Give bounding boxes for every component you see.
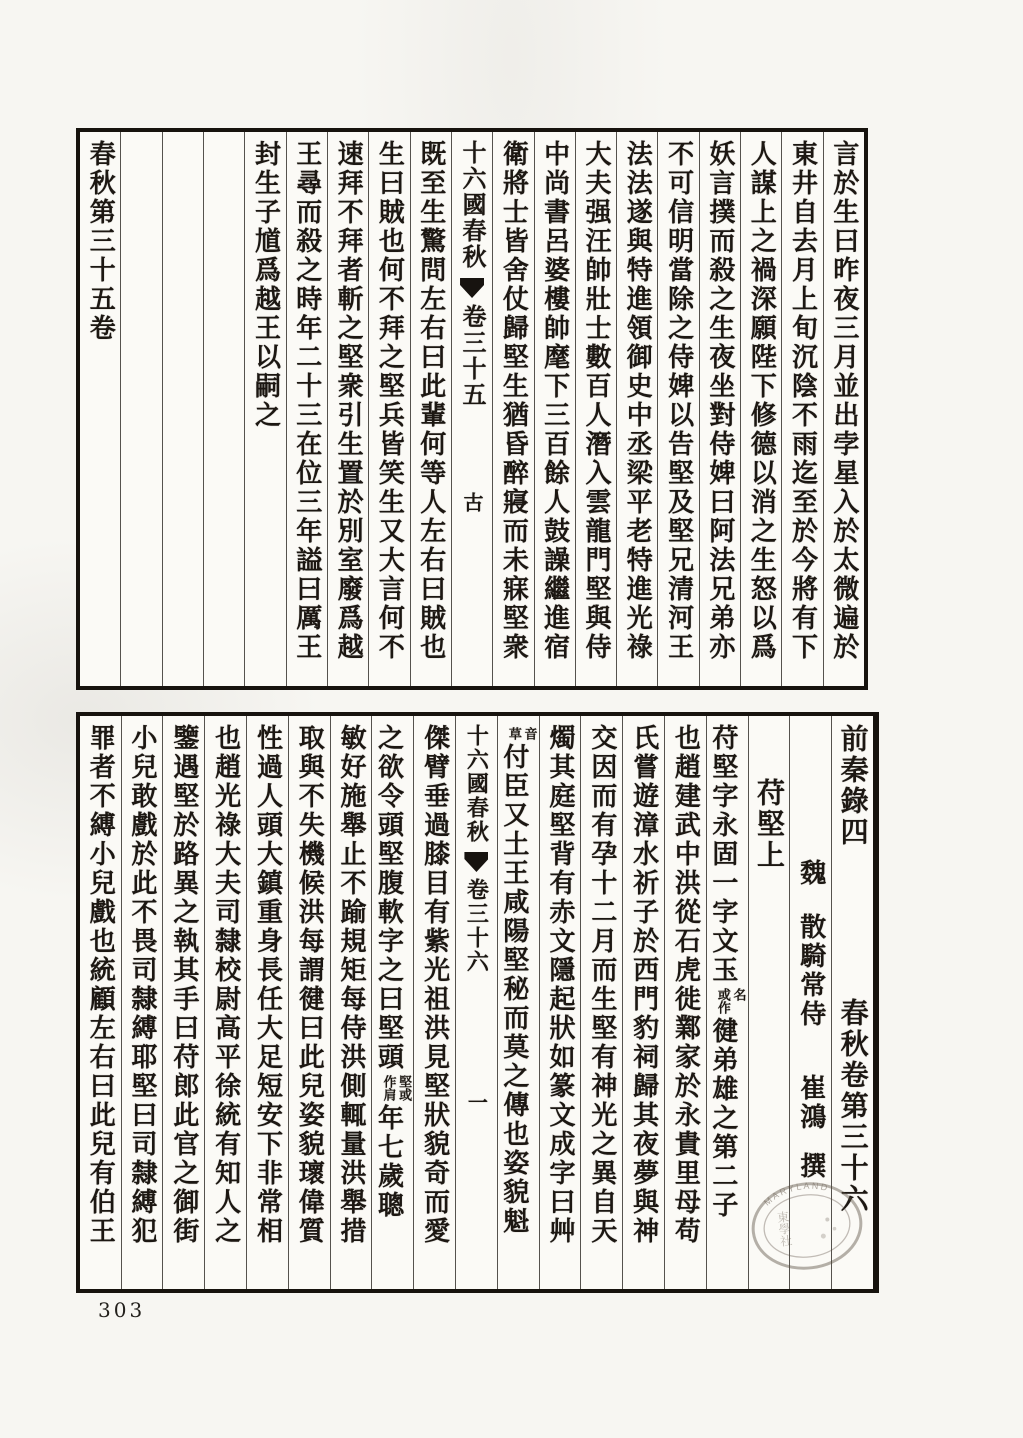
author-dynasty: 魏 <box>795 859 826 888</box>
interlinear-note <box>506 727 535 740</box>
column-text: 不可信明當除之侍婢以告堅及堅兄清河王 <box>663 140 694 662</box>
empty-column <box>162 132 203 686</box>
section-header-column <box>831 716 873 1289</box>
column-text: 大夫强汪帥壯士數百人潛入雲龍門堅與侍 <box>580 140 611 662</box>
text-column <box>121 716 163 1289</box>
text-column <box>80 716 121 1289</box>
chapter-end-column <box>80 132 120 686</box>
column-text: 敏好施舉止不踰規矩每侍洪側輒量洪舉措 <box>336 724 367 1246</box>
text-column <box>497 716 539 1289</box>
section-header-text <box>836 716 870 1289</box>
text-column <box>616 132 657 686</box>
note-right: 音 <box>521 727 537 740</box>
column-text: 中尚書呂婆樓帥麾下三百餘人鼓譟繼進宿 <box>539 140 570 662</box>
text-column <box>162 716 204 1289</box>
page-number: 303 <box>98 1298 146 1322</box>
column-text: 既至生驚問左右曰此輩何等人左右曰賊也 <box>415 140 446 662</box>
work-title: 十六國春秋 <box>463 724 490 844</box>
text-column <box>246 716 288 1289</box>
column-text: 人謀上之禍深願陛下修德以消之生怒以爲 <box>746 140 777 662</box>
empty-column <box>120 132 161 686</box>
text-column <box>330 716 372 1289</box>
column-text: 罪者不縛小兒戲也統顧左右曰此兒有伯王 <box>85 724 116 1246</box>
column-text: 法法遂與特進領御史中丞梁平老特進光祿 <box>622 140 653 662</box>
text-column <box>534 132 575 686</box>
column-text: 速拜不拜者斬之堅衆引生置於別室廢爲越 <box>333 140 364 662</box>
text-column <box>410 132 451 686</box>
author-text <box>795 716 826 1289</box>
text-column <box>204 716 246 1289</box>
text-column <box>244 132 285 686</box>
folio-number: 一 <box>464 1092 489 1114</box>
column-text-segment: 付臣又土王咸陽堅秘而莫之傳也姿貌魁 <box>498 743 529 1236</box>
column-text: 鑒遇堅於路異之執其手曰苻郎此官之御街 <box>168 724 199 1246</box>
column-text: 小兒敢戲於此不畏司隸縛耶堅曰司隸縛犯 <box>127 724 158 1246</box>
note-left: 草 <box>505 727 521 740</box>
seal-rim-text: MARYLAND <box>761 1180 831 1208</box>
folio-number: 古 <box>460 492 485 514</box>
text-column <box>492 132 533 686</box>
chapter-end-text: 春秋第三十五卷 <box>85 140 116 343</box>
column-text: 生曰賊也何不拜之堅兵皆笑生又大言何不 <box>374 140 405 662</box>
biography-heading-column <box>748 716 790 1289</box>
column-text: 交因而有孕十二月而生堅有神光之異自天 <box>586 724 617 1246</box>
note-right: 名 <box>730 988 746 1001</box>
text-column <box>781 132 822 686</box>
author-column <box>789 716 831 1289</box>
volume-title: 春秋卷第三十六 <box>836 998 870 1215</box>
text-column <box>288 716 330 1289</box>
column-text: 東井自去月上旬沉陰不雨迄至於今將有下 <box>787 140 818 662</box>
interlinear-note <box>381 1075 410 1101</box>
seal-center-text: 東學社 <box>775 1210 794 1248</box>
fishtail-mark <box>464 852 488 872</box>
author-verb: 撰 <box>795 1152 826 1181</box>
fishtail-mark <box>460 278 484 298</box>
bottom-columns <box>80 716 873 1289</box>
column-text: 燭其庭堅背有赤文隱起狀如篆文成字曰艸 <box>545 724 576 1246</box>
text-column <box>699 132 740 686</box>
author-title: 散騎常侍 <box>795 913 826 1029</box>
top-page-block <box>76 128 868 690</box>
text-column <box>622 716 664 1289</box>
column-text <box>707 716 746 1289</box>
top-columns <box>80 132 864 686</box>
author-name: 崔鴻 <box>795 1074 826 1132</box>
text-column <box>327 132 368 686</box>
column-text: 也趙建武中洪從石虎徙鄴家於永貴里母苟 <box>670 724 701 1246</box>
column-text-segment: 之欲令頭堅腹軟字之曰堅頭 <box>373 724 404 1072</box>
column-text: 氏嘗遊漳水祈子於西門豹祠歸其夜夢與神 <box>628 724 659 1246</box>
column-text <box>498 716 537 1289</box>
empty-column <box>203 132 244 686</box>
column-text: 傑臂垂過膝目有紫光祖洪見堅狀貌奇而愛 <box>419 724 450 1246</box>
text-column <box>575 132 616 686</box>
text-column <box>657 132 698 686</box>
text-column <box>664 716 706 1289</box>
text-column <box>580 716 622 1289</box>
column-text: 封生子馗爲越王以嗣之 <box>250 140 281 430</box>
column-text: 也趙光祿大夫司隸校尉高平徐統有知人之 <box>210 724 241 1246</box>
column-text: 性過人頭大鎮重身長任大足短安下非常相 <box>252 724 283 1246</box>
text-column <box>413 716 455 1289</box>
text-column <box>368 132 409 686</box>
note-left: 作肩 <box>380 1075 396 1101</box>
text-column <box>740 132 781 686</box>
bottom-page-block <box>76 712 879 1293</box>
text-column <box>823 132 864 686</box>
column-text: 妖言撲而殺之生夜坐對侍婢曰阿法兄弟亦 <box>704 140 735 662</box>
column-text-segment: 年七歲聰 <box>373 1104 404 1220</box>
note-left: 或作 <box>714 988 730 1014</box>
section-title: 前秦錄四 <box>836 724 870 848</box>
center-title-column <box>451 132 492 686</box>
column-text: 衛將士皆舍仗歸堅生猶昏醉寢而未寐堅衆 <box>498 140 529 662</box>
biography-heading: 苻堅上 <box>753 778 786 871</box>
column-text-segment: 苻堅字永固一字文玉 <box>707 724 738 985</box>
juan-number: 卷三十六 <box>463 878 490 974</box>
text-column <box>371 716 413 1289</box>
work-title: 十六國春秋 <box>458 140 488 270</box>
interlinear-note <box>715 988 744 1014</box>
text-column <box>286 132 327 686</box>
note-right: 堅或 <box>396 1075 412 1101</box>
juan-number: 卷三十五 <box>458 304 488 408</box>
text-column <box>706 716 748 1289</box>
center-title-column <box>455 716 497 1289</box>
center-title-text <box>464 716 488 1289</box>
column-text-segment: 徤弟雄之第二子 <box>707 1017 738 1220</box>
column-text: 取與不失機候洪每謂徤曰此兒姿貌瓌偉質 <box>294 724 325 1246</box>
column-text: 王尋而殺之時年二十三在位三年謚曰厲王 <box>291 140 322 662</box>
column-text: 言於生曰昨夜三月並出孛星入於太微遍於 <box>828 140 859 662</box>
text-column <box>539 716 581 1289</box>
center-title-text <box>458 132 488 686</box>
column-text <box>373 716 412 1289</box>
